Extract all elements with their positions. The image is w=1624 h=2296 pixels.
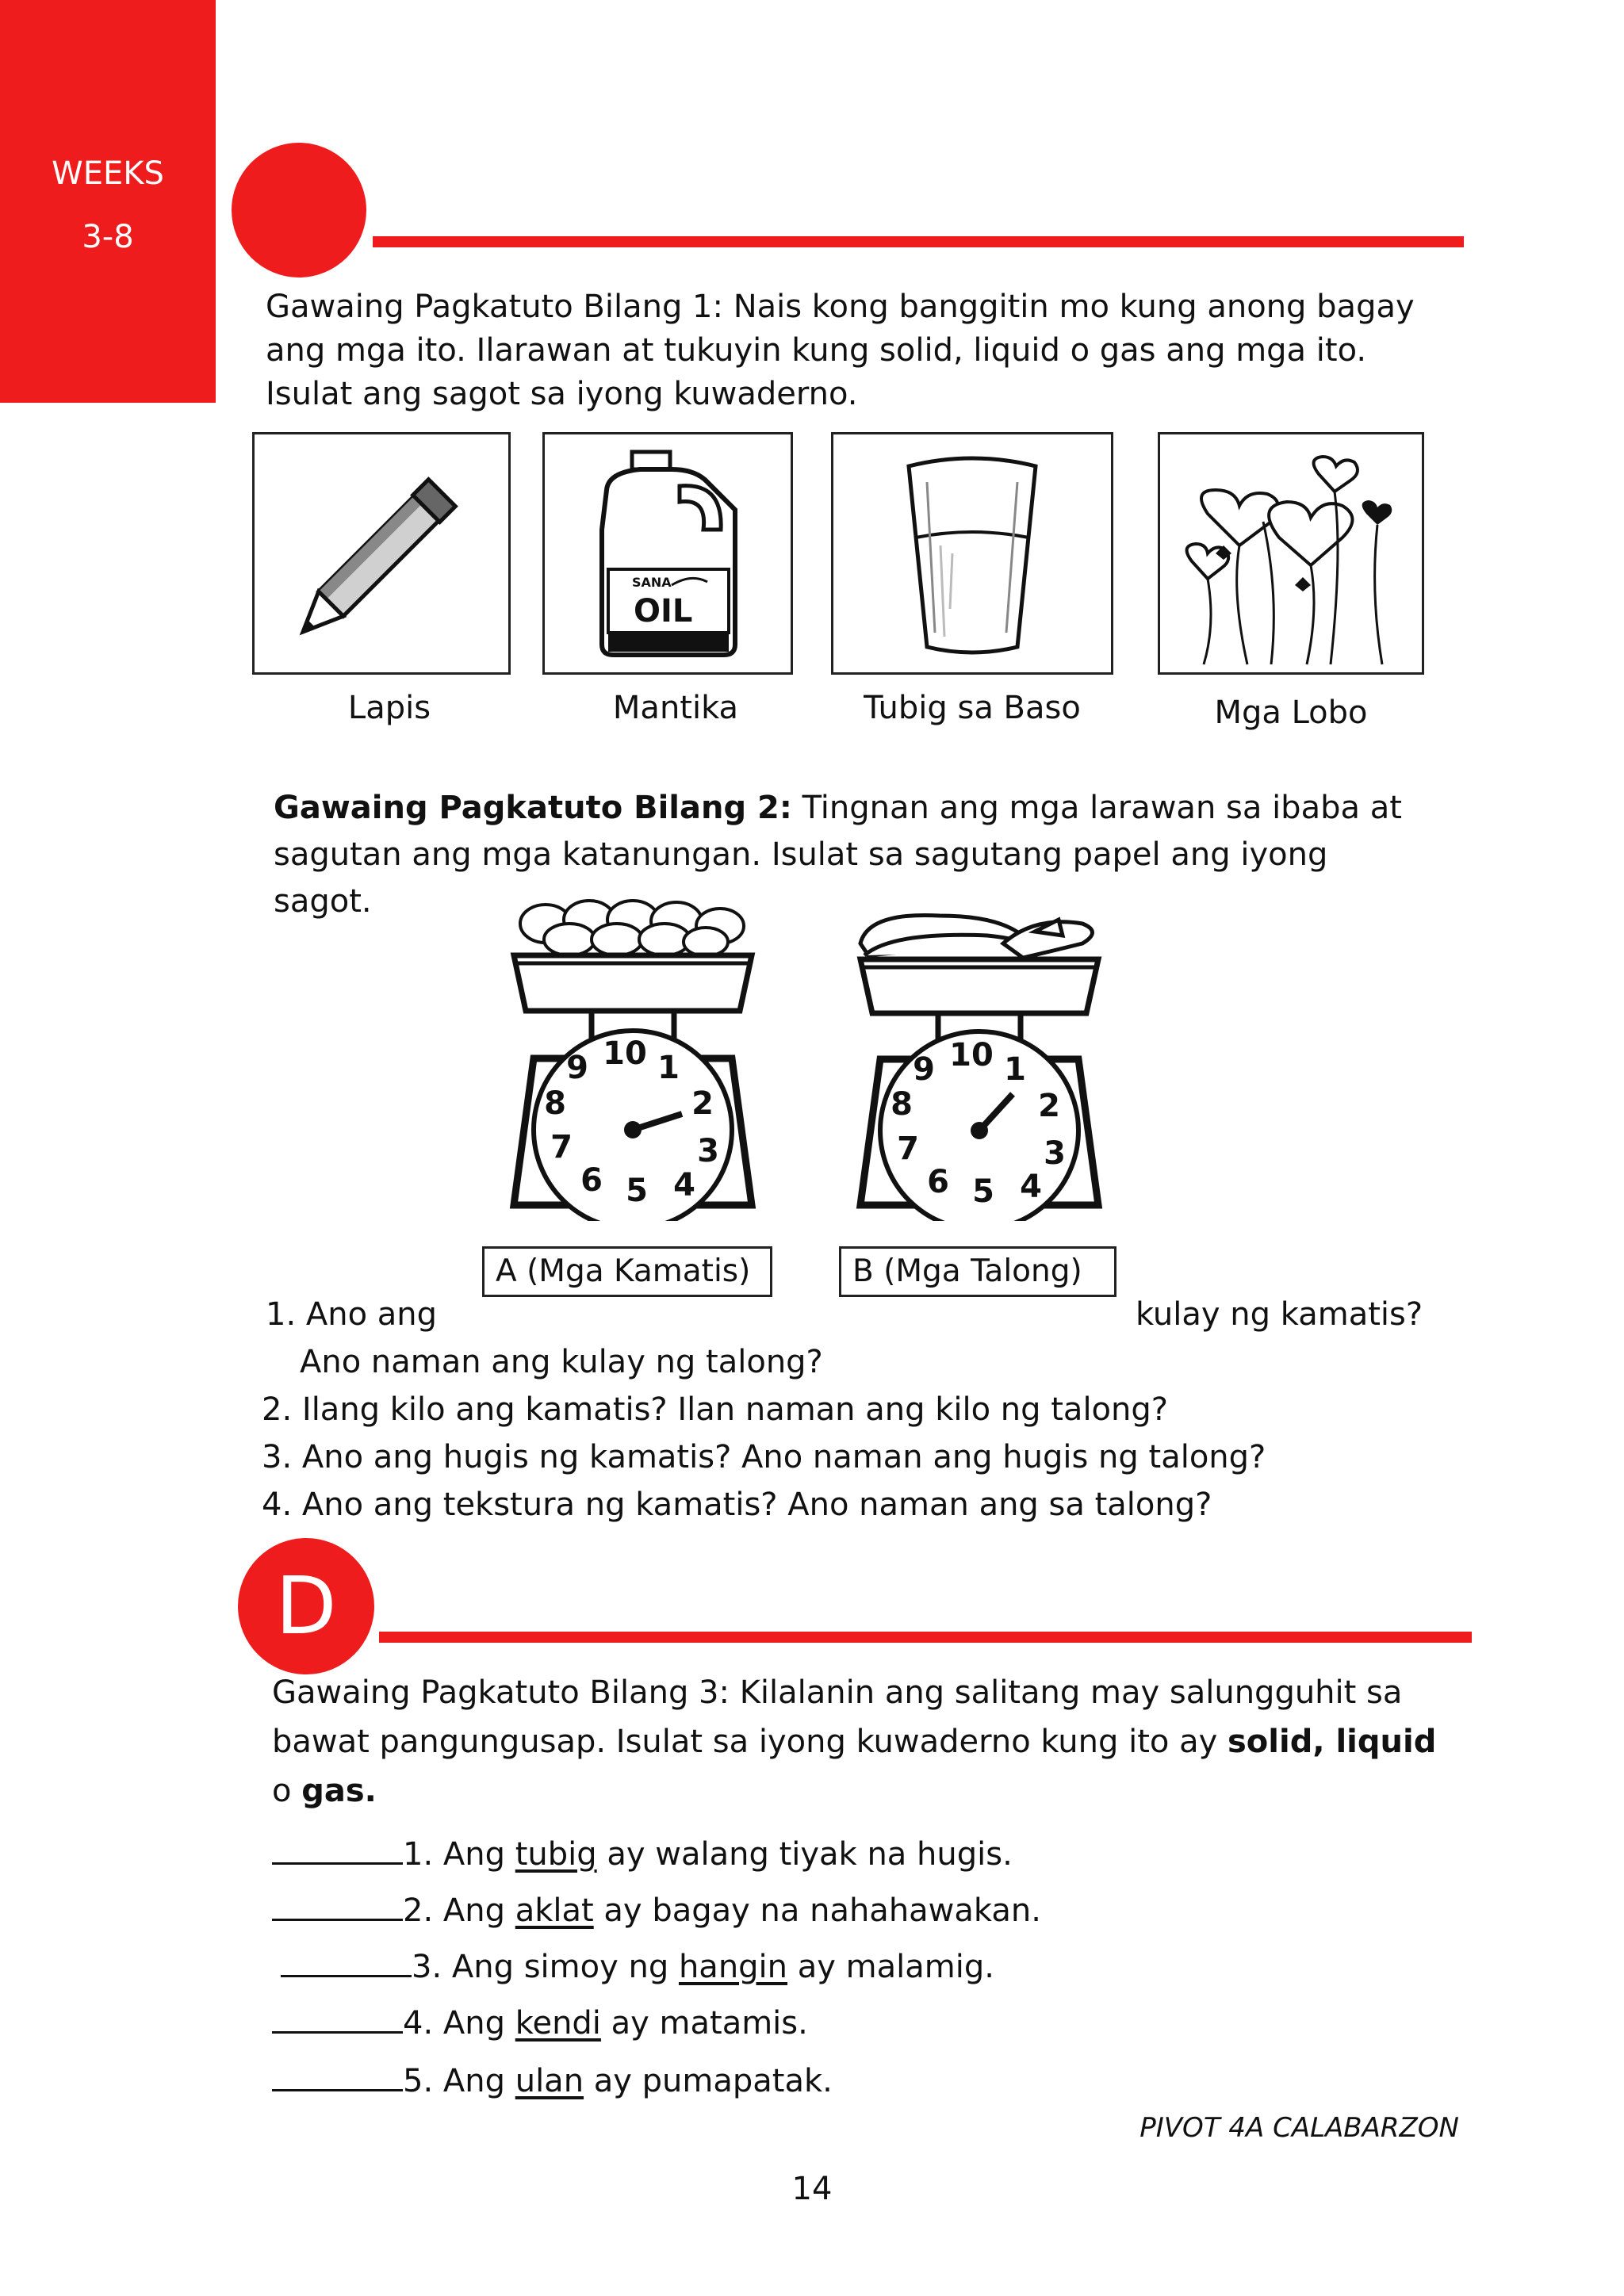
balloons-frame (1158, 432, 1424, 675)
section-marker-circle (232, 143, 366, 277)
answer-blank[interactable] (281, 1945, 412, 1977)
activity2-text: Tingnan ang mga larawan sa ibaba at sagutan ang mga katanungan. Isulat sa sagutang papel ang iyong sagot. (274, 790, 1402, 920)
svg-text:8: 8 (891, 1086, 913, 1123)
activity1-title: Gawaing Pagkatuto Bilang 1 (266, 289, 713, 325)
answer-blank[interactable] (272, 1832, 403, 1865)
svg-text:6: 6 (580, 1162, 603, 1199)
activity3-title: Gawaing Pagkatuto Bilang 3 (272, 1674, 719, 1711)
activity3-item-1: 1. Ang tubig ay walang tiyak na hugis. (272, 1832, 1013, 1874)
svg-text:8: 8 (544, 1085, 566, 1122)
activity2-instructions (274, 785, 1408, 925)
svg-text:3: 3 (1044, 1135, 1066, 1172)
question-1: 1. Ano ang (266, 1296, 438, 1333)
svg-text:2: 2 (691, 1085, 714, 1122)
activity3-item-4: 4. Ang kendi ay matamis. (272, 2001, 808, 2043)
section-rule (373, 236, 1464, 247)
oil-bottle-icon (545, 434, 791, 672)
answer-blank[interactable] (272, 1888, 403, 1921)
activity3-item-2: 2. Ang aklat ay bagay na nahahawakan. (272, 1888, 1041, 1931)
page-number: 14 (791, 2171, 833, 2207)
svg-text:10: 10 (603, 1035, 647, 1072)
question-1-end: kulay ng kamatis? (1136, 1296, 1423, 1333)
activity3-instructions: Gawaing Pagkatuto Bilang 3: Kilalanin ang salitang may salungguhit sa bawat pangungusap. Isulat sa iyong kuwaderno kung ito ay solid, liquid o gas. (272, 1674, 1437, 1809)
activity3-item-3: 3. Ang simoy ng hangin ay malamig. (281, 1945, 994, 1987)
section-d-rule (379, 1632, 1472, 1643)
svg-text:1: 1 (657, 1050, 680, 1086)
svg-text:9: 9 (913, 1051, 935, 1088)
activity2-title: Gawaing Pagkatuto Bilang 2: (274, 790, 792, 826)
svg-text:5: 5 (972, 1173, 994, 1210)
scale-b-label: B (Mga Talong) (839, 1246, 1116, 1297)
pencil-icon (255, 434, 508, 672)
svg-text:5: 5 (626, 1173, 648, 1209)
svg-text:4: 4 (673, 1167, 695, 1203)
activity3-item-5: 5. Ang ulan ay pumapatak. (272, 2059, 833, 2101)
caption-mantika: Mantika (612, 690, 739, 726)
answer-blank[interactable] (272, 2001, 403, 2034)
svg-text:1: 1 (1004, 1051, 1026, 1088)
svg-text:4: 4 (1020, 1169, 1042, 1205)
svg-text:7: 7 (550, 1129, 573, 1165)
week-sidebar (0, 0, 216, 403)
section-d-letter: D (275, 1559, 337, 1652)
question-4: 4. Ano ang tekstura ng kamatis? Ano naman ang sa talong? (262, 1487, 1212, 1523)
balloons-icon (1160, 434, 1422, 672)
activity1-instructions (266, 285, 1455, 416)
footer-credit: PIVOT 4A CALABARZON (1139, 2112, 1459, 2144)
question-2: 2. Ilang kilo ang kamatis? Ilan naman ang kilo ng talong? (262, 1391, 1168, 1428)
weeks-label: WEEKS (52, 155, 164, 192)
scale-a-icon (498, 888, 768, 1221)
svg-text:2: 2 (1038, 1088, 1060, 1124)
weeks-range: 3-8 (82, 219, 134, 255)
question-1-cont: Ano naman ang kulay ng talong? (300, 1344, 823, 1380)
svg-text:6: 6 (927, 1164, 949, 1200)
svg-text:7: 7 (897, 1131, 919, 1167)
activity1-text: : Nais kong banggitin mo kung anong bagay ang mga ito. Ilarawan at tukuyin kung solid, liquid o gas ang mga ito. Isulat ang sagot sa iyong kuwaderno. (266, 289, 1415, 412)
svg-text:3: 3 (697, 1133, 719, 1169)
pencil-frame (252, 432, 511, 675)
oil-frame (542, 432, 793, 675)
question-3: 3. Ano ang hugis ng kamatis? Ano naman ang hugis ng talong? (262, 1439, 1266, 1475)
scale-b-icon (845, 896, 1114, 1221)
answer-blank[interactable] (272, 2059, 403, 2091)
caption-tubig: Tubig sa Baso (864, 690, 1081, 726)
scale-a-label: A (Mga Kamatis) (482, 1246, 772, 1297)
glass-frame (831, 432, 1113, 675)
svg-text:10: 10 (949, 1037, 994, 1073)
svg-text:OIL: OIL (634, 593, 693, 629)
water-glass-icon (833, 434, 1111, 672)
caption-lobo: Mga Lobo (1214, 695, 1368, 731)
caption-lapis: Lapis (347, 690, 431, 726)
svg-text:SANA: SANA (632, 575, 672, 590)
svg-text:9: 9 (566, 1050, 588, 1086)
